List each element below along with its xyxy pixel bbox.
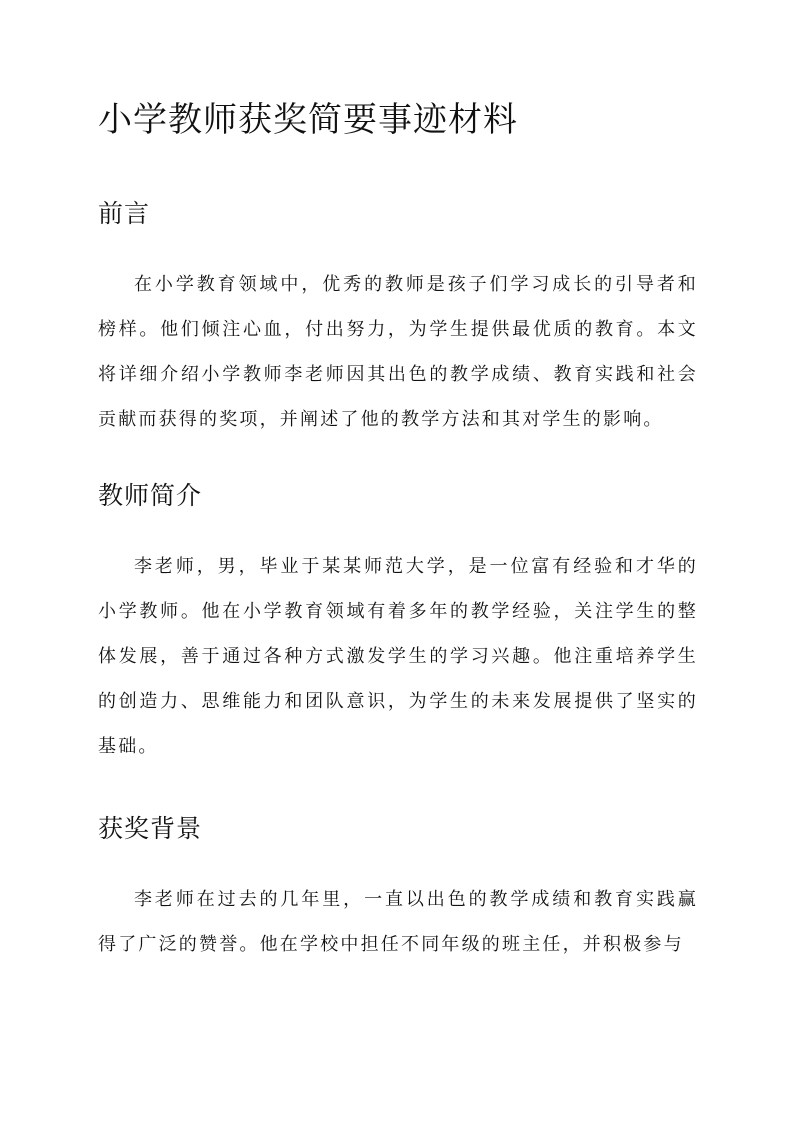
section-paragraph-preface: 在小学教育领域中，优秀的教师是孩子们学习成长的引导者和榜样。他们倾注心血，付出努力，为学生提供最优质的教育。本文将详细介绍小学教师李老师因其出色的教学成绩、教育实践和社会贡献而获得的奖项，并阐述了他的教学方法和其对学生的影响。 bbox=[98, 274, 698, 430]
section-heading-award-background: 获奖背景 bbox=[98, 814, 203, 843]
section-heading-preface: 前言 bbox=[98, 199, 151, 228]
section-paragraph-teacher-intro: 李老师，男，毕业于某某师范大学，是一位富有经验和才华的小学教师。他在小学教育领域有着多年的教学经验，关注学生的整体发展，善于通过各种方式激发学生的学习兴趣。他注重培养学生的创造力、思维能力和团队意识，为学生的未来发展提供了坚实的基础。 bbox=[98, 556, 698, 757]
section-paragraph-award-background: 李老师在过去的几年里，一直以出色的教学成绩和教育实践赢得了广泛的赞誉。他在学校中担任不同年级的班主任，并积极参与 bbox=[98, 889, 698, 955]
page-title: 小学教师获奖简要事迹材料 bbox=[98, 100, 518, 140]
section-heading-teacher-intro: 教师简介 bbox=[98, 481, 203, 510]
